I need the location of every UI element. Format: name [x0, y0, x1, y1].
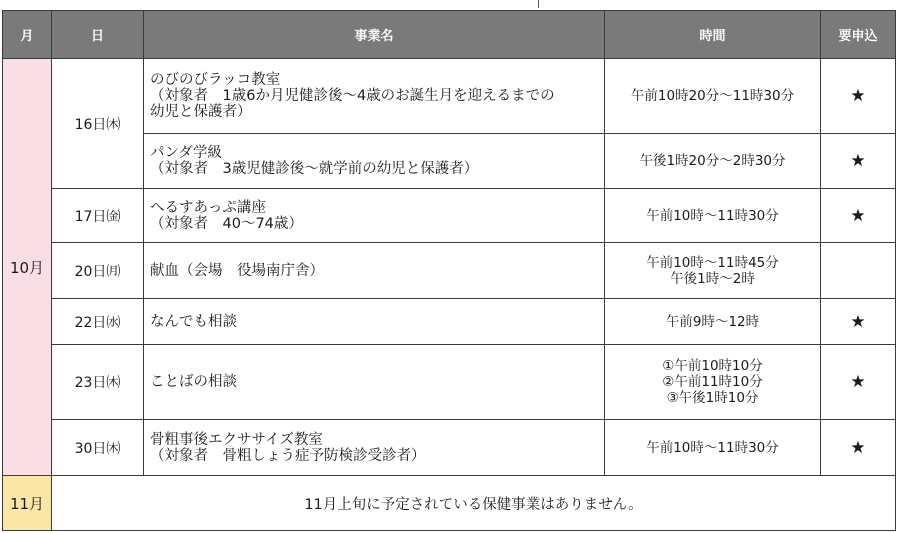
table-row — [3, 243, 896, 299]
event-title: 骨粗事後エクササイズ教室 — [150, 431, 323, 448]
time-text: 午前10時～11時30分 — [646, 207, 779, 224]
time-cell — [605, 134, 821, 189]
table-row-november — [3, 476, 896, 531]
time-cell — [605, 345, 821, 420]
health-schedule-table — [2, 10, 896, 531]
event-name-cell — [144, 189, 605, 243]
header-event-name: 事業名 — [144, 11, 605, 59]
event-target: （対象者 3歳児健診後～就学前の幼児と保護者） — [150, 161, 479, 177]
apply-star: ★ — [821, 299, 896, 345]
event-title: 献血（会場 役場南庁舎） — [150, 262, 324, 279]
time-text: 午前9時～12時 — [665, 313, 760, 330]
time-text: ②午前11時10分 — [662, 374, 763, 390]
event-title: へるすあっぷ講座 — [150, 199, 266, 216]
time-cell — [605, 299, 821, 345]
day-cell: 17日㈮ — [52, 189, 144, 243]
month-cell-october: 10月 — [3, 59, 52, 476]
apply-star: ★ — [821, 189, 896, 243]
time-text: ③午後1時10分 — [666, 390, 759, 406]
apply-cell-empty — [821, 243, 896, 299]
header-row — [3, 11, 896, 59]
top-tick-mark — [538, 0, 539, 8]
time-text: 午後1時20分～2時30分 — [639, 153, 786, 169]
event-target: 幼児と保護者） — [150, 104, 252, 120]
time-cell — [605, 189, 821, 243]
time-cell — [605, 59, 821, 134]
time-text: 午前10時～11時30分 — [646, 439, 779, 456]
table-row — [3, 299, 896, 345]
table-row — [3, 59, 896, 134]
event-name-cell — [144, 59, 605, 134]
time-text: 午後1時～2時 — [670, 270, 755, 287]
day-cell: 30日㈭ — [52, 420, 144, 476]
event-target: （対象者 40～74歳） — [150, 215, 303, 232]
header-apply: 要申込 — [821, 11, 896, 59]
event-title: ことばの相談 — [150, 374, 237, 390]
header-month: 月 — [3, 11, 52, 59]
day-cell: 22日㈬ — [52, 299, 144, 345]
table-row — [3, 420, 896, 476]
time-cell — [605, 243, 821, 299]
november-note: 11月上旬に予定されている保健事業はありません。 — [52, 476, 896, 531]
header-day: 日 — [52, 11, 144, 59]
event-target: （対象者 1歳6か月児健診後～4歳のお誕生月を迎えるまでの — [150, 88, 555, 104]
day-cell: 16日㈭ — [52, 59, 144, 189]
time-text: ①午前10時10分 — [662, 358, 763, 374]
header-time: 時間 — [605, 11, 821, 59]
event-name-cell — [144, 420, 605, 476]
time-cell — [605, 420, 821, 476]
table-row — [3, 189, 896, 243]
event-title: なんでも相談 — [150, 313, 237, 330]
apply-star: ★ — [821, 59, 896, 134]
day-cell: 23日㈭ — [52, 345, 144, 420]
day-cell: 20日㈪ — [52, 243, 144, 299]
time-text: 午前10時20分～11時30分 — [630, 88, 795, 104]
event-name-cell — [144, 345, 605, 420]
time-text: 午前10時～11時45分 — [646, 254, 779, 271]
table-row — [3, 345, 896, 420]
apply-star: ★ — [821, 345, 896, 420]
event-target: （対象者 骨粗しょう症予防検診受診者） — [150, 447, 426, 464]
event-name-cell — [144, 134, 605, 189]
event-title: のびのびラッコ教室 — [150, 72, 281, 88]
event-name-cell — [144, 299, 605, 345]
event-name-cell — [144, 243, 605, 299]
apply-star: ★ — [821, 420, 896, 476]
event-title: パンダ学級 — [150, 145, 222, 161]
month-cell-november: 11月 — [3, 476, 52, 531]
apply-star: ★ — [821, 134, 896, 189]
